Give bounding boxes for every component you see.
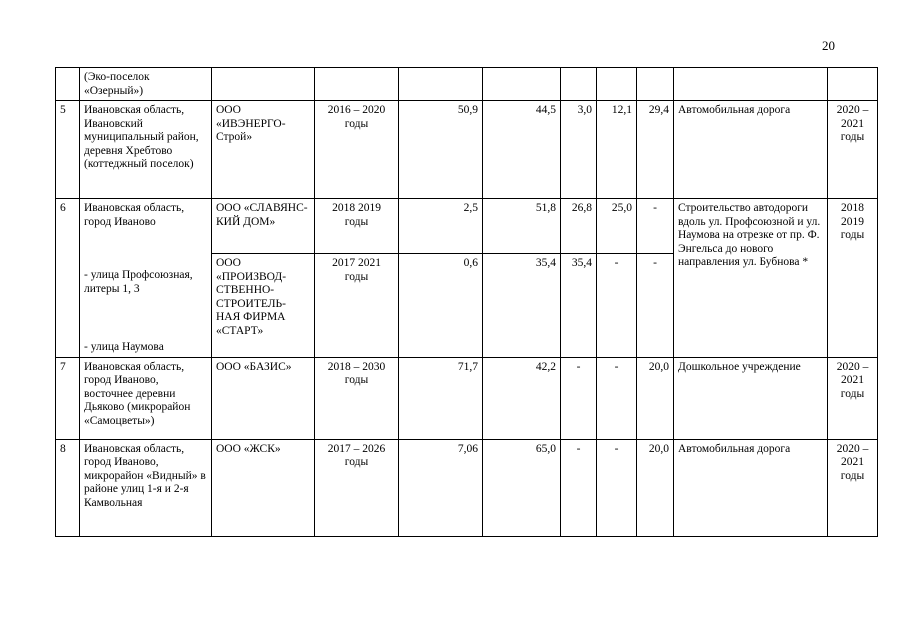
value-cell: 20,0 [637,357,674,439]
row-number: 7 [56,357,80,439]
row-number [56,68,80,101]
value-cell [561,68,597,101]
location-cell: (Эко-поселок «Озерный») [80,68,212,101]
developer-cell: ООО «ИВЭНЕРГО-Строй» [212,101,315,199]
row-number: 5 [56,101,80,199]
years-cell: 2020 – 2021 годы [828,101,878,199]
developer-cell [212,68,315,101]
period-cell: 2017 – 2026 годы [315,439,399,536]
table-row [56,357,878,439]
value-cell: 71,7 [399,357,483,439]
location-cell [80,199,212,358]
location-cell: Ивановская область, Ивановский муниципальный район, деревня Хребтово (коттеджный поселок) [80,101,212,199]
years-cell: 2020 – 2021 годы [828,357,878,439]
value-cell: 7,06 [399,439,483,536]
value-cell [399,68,483,101]
object-cell: Автомобильная дорога [674,439,828,536]
table-row [56,439,878,536]
value-cell [597,68,637,101]
object-cell: Строительство автодороги вдоль ул. Профсоюзной и ул. Наумова на отрезке от пр. Ф. Энгельса до нового направления ул. Бубнова * [674,199,828,358]
object-cell [674,68,828,101]
object-cell: Автомобильная дорога [674,101,828,199]
value-cell: - [597,254,637,357]
page-number: 20 [822,38,835,53]
value-cell: 35,4 [561,254,597,357]
value-cell: 3,0 [561,101,597,199]
location-city: Ивановская область, город Иваново [84,202,185,228]
row-number: 6 [56,199,80,358]
location-cell: Ивановская область, город Иваново, восточнее деревни Дьяково (микрорайон «Самоцветы») [80,357,212,439]
developer-cell: ООО «СЛАВЯНС-КИЙ ДОМ» [212,199,315,254]
row-number: 8 [56,439,80,536]
developer-cell: ООО «ПРОИЗВОД-СТВЕННО-СТРОИТЕЛЬ-НАЯ ФИРМА «СТАРТ» [212,254,315,357]
value-cell: 35,4 [483,254,561,357]
years-cell: 2020 – 2021 годы [828,439,878,536]
value-cell: 65,0 [483,439,561,536]
value-cell: 20,0 [637,439,674,536]
location-cell: Ивановская область, город Иваново, микрорайон «Видный» в районе улиц 1-я и 2-я Камвольная [80,439,212,536]
value-cell: - [597,357,637,439]
value-cell: - [561,439,597,536]
value-cell: - [637,254,674,357]
period-cell: 2017 2021 годы [315,254,399,357]
value-cell: 2,5 [399,199,483,254]
value-cell: 29,4 [637,101,674,199]
years-cell [828,68,878,101]
value-cell: - [561,357,597,439]
object-cell: Дошкольное учреждение [674,357,828,439]
period-cell: 2016 – 2020 годы [315,101,399,199]
location-street-profsoyuznaya: - улица Профсоюзная, литеры 1, 3 [84,269,193,295]
value-cell: 25,0 [597,199,637,254]
table-row [56,199,878,254]
period-cell: 2018 2019 годы [315,199,399,254]
location-street-naumova: - улица Наумова [84,341,164,353]
value-cell [483,68,561,101]
developer-cell: ООО «БАЗИС» [212,357,315,439]
housing-projects-table [55,67,878,537]
value-cell: - [637,199,674,254]
table-row [56,101,878,199]
value-cell: 0,6 [399,254,483,357]
value-cell: 44,5 [483,101,561,199]
value-cell: - [597,439,637,536]
period-cell: 2018 – 2030 годы [315,357,399,439]
value-cell: 26,8 [561,199,597,254]
value-cell: 50,9 [399,101,483,199]
developer-cell: ООО «ЖСК» [212,439,315,536]
years-cell: 2018 2019 годы [828,199,878,358]
value-cell: 51,8 [483,199,561,254]
period-cell [315,68,399,101]
value-cell: 12,1 [597,101,637,199]
table-row [56,68,878,101]
value-cell: 42,2 [483,357,561,439]
value-cell [637,68,674,101]
